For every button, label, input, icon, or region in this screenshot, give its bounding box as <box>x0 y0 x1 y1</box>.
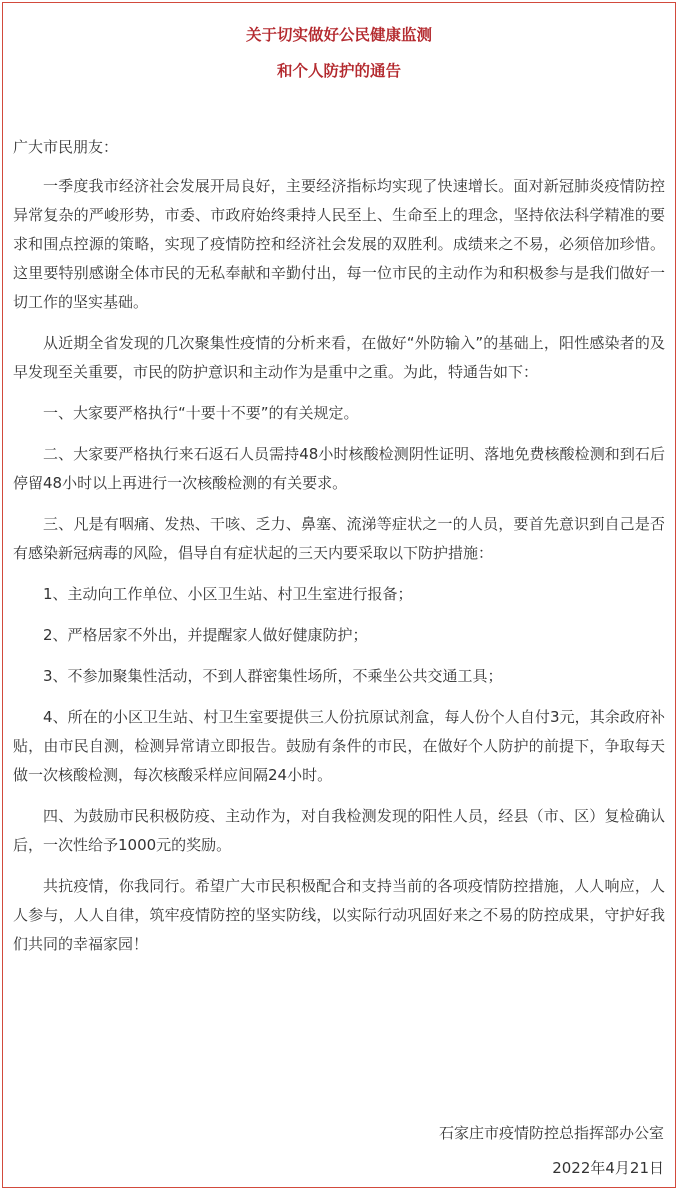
measure-1: 1、主动向工作单位、小区卫生站、村卫生室进行报备； <box>43 585 413 603</box>
paragraph-closing: 共抗疫情，你我同行。希望广大市民积极配合和支持当前的各项疫情防控措施，人人响应，人人参与，人人自律，筑牢疫情防控的坚实防线，以实际行动巩固好来之不易的防控成果，守护好我们共同的幸福家园！ <box>13 877 665 953</box>
paragraph-item-3: 三、凡是有咽痛、发热、干咳、乏力、鼻塞、流涕等症状之一的人员，要首先意识到自己是否有感染新冠病毒的风险，倡导自有症状起的三天内要采取以下防护措施： <box>13 515 665 562</box>
paragraph-item-1: 一、大家要严格执行“十要十不要”的有关规定。 <box>43 404 359 422</box>
notice-frame <box>2 2 676 1188</box>
notice-title-line2: 和个人防护的通告 <box>276 62 401 80</box>
notice-title-line1: 关于切实做好公民健康监测 <box>245 26 432 44</box>
issue-date: 2022年4月21日 <box>552 1159 664 1177</box>
paragraph-item-2: 二、大家要严格执行来石返石人员需持48小时核酸检测阴性证明、落地免费核酸检测和到石后停留48小时以上再进行一次核酸检测的有关要求。 <box>13 445 665 492</box>
notice-body <box>13 133 665 971</box>
greeting: 广大市民朋友： <box>13 138 119 156</box>
measure-4: 4、所在的小区卫生站、村卫生室要提供三人份抗原试剂盒，每人份个人自付3元，其余政府补贴，由市民自测，检测异常请立即报告。鼓励有条件的市民，在做好个人防护的前提下，争取每天做一次核酸检测，每次核酸采样应间隔24小时。 <box>13 708 665 784</box>
measure-3: 3、不参加聚集性活动，不到人群密集性场所，不乘坐公共交通工具； <box>43 667 503 685</box>
paragraph-item-4: 四、为鼓励市民积极防疫、主动作为，对自我检测发现的阳性人员，经县（市、区）复检确认后，一次性给予1000元的奖励。 <box>13 807 665 854</box>
issuing-organization: 石家庄市疫情防控总指挥部办公室 <box>438 1124 664 1142</box>
measure-2: 2、严格居家不外出，并提醒家人做好健康防护； <box>43 626 368 644</box>
paragraph-analysis: 从近期全省发现的几次聚集性疫情的分析来看，在做好“外防输入”的基础上，阳性感染者的及早发现至关重要，市民的防护意识和主动作为是重中之重。为此，特通告如下： <box>13 334 665 381</box>
paragraph-intro: 一季度我市经济社会发展开局良好，主要经济指标均实现了快速增长。面对新冠肺炎疫情防控异常复杂的严峻形势，市委、市政府始终秉持人民至上、生命至上的理念，坚持依法科学精准的要求和围点控源的策略，实现了疫情防控和经济社会发展的双胜利。成绩来之不易，必须倍加珍惜。这里要特别感谢全体市民的无私奉献和辛勤付出，每一位市民的主动作为和积极参与是我们做好一切工作的坚实基础。 <box>13 177 665 311</box>
